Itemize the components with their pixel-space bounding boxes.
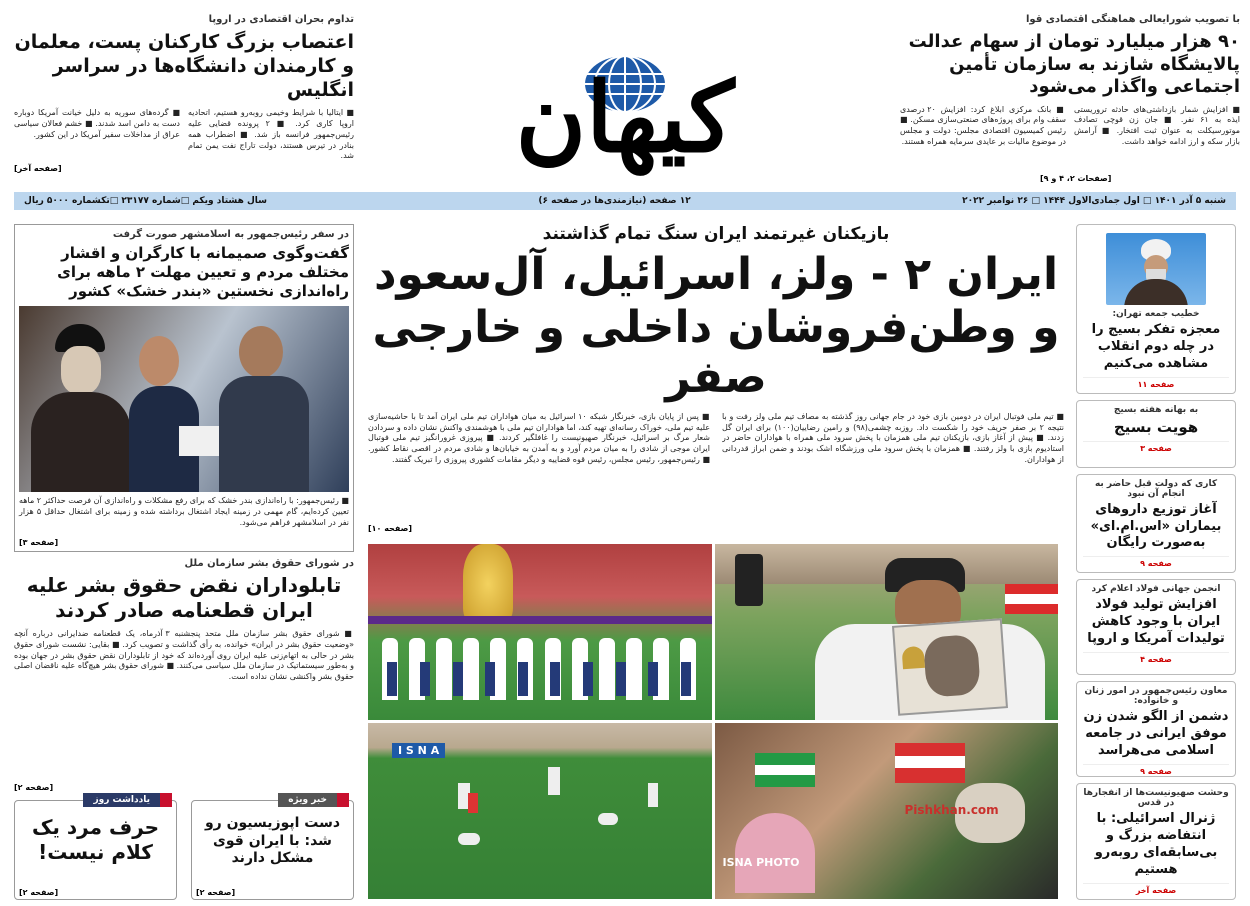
un-ref: [صفحه ۲]: [14, 783, 54, 792]
right-story-4-kicker: انجمن جهانی فولاد اعلام کرد: [1091, 584, 1221, 595]
main-story[interactable]: [368, 224, 1064, 900]
preacher-photo: [1106, 233, 1206, 305]
dateline-bar: [14, 192, 1236, 210]
dateline-date: شنبه ۵ آذر ۱۴۰۱ □ اول جمادی‌الاول ۱۴۴۴ □ ۲۶ نوامبر ۲۰۲۲: [962, 196, 1226, 206]
top-left-kicker: تداوم بحران اقتصادی در اروپا: [208, 14, 354, 25]
main-headline-line2: و وطن‌فروشان داخلی و خارجی صفر: [372, 301, 1060, 404]
right-story-6-headline: ژنرال اسرائیلی: با انتفاضه بزرگ و بی‌سابقه‌ای روبه‌رو هستیم: [1094, 811, 1218, 878]
president-headline: گفت‌وگوی صمیمانه با کارگران و اقشار مختلف مردم و تعیین مهلت ۲ ماهه برای راه‌اندازی نخستین «بندر خشک» کشور: [57, 244, 349, 300]
un-body: ■ شورای حقوق بشر سازمان ملل متحد پنجشنبه ۳ آذرماه، یک قطعنامه ضدایرانی درباره آنچه «وضعیت حقوق بشر در ایران» خوانده، به رأی گذاشت و تصویب کرد. ■ بقایی: نشست شورای حقوق بشر در حالی به اتهام‌زنی علیه ایران روی آورده‌اند که خود از تابلوداران نقض حقوق بشر در جهان بوده و به‌طور سیستماتیک در سازمان ملل سیاسی می‌کنند. ■ شورای حقوق بشر هیچ‌گاه علیه ناقضان اصلی حقوق بشر واکنشی نشان نداده است.: [14, 629, 354, 682]
memo-box[interactable]: [14, 795, 177, 900]
right-column: [1076, 224, 1236, 900]
newspaper-logo: [445, 30, 805, 180]
right-story-2-ref: صفحه ۳: [1083, 441, 1229, 453]
right-story-5-headline: دشمن از الگو شدن زن موفق ایرانی در جامعه اسلامی می‌هراسد: [1083, 709, 1229, 759]
top-right-headline: ۹۰ هزار میلیارد تومان از سهام عدالت پالایشگاه شازند به سازمان تأمین اجتماعی واگذار می‌شود: [908, 31, 1240, 97]
right-story-3-kicker: کاری که دولت قبل حاضر به انجام آن نبود: [1094, 478, 1218, 499]
right-story-3[interactable]: [1076, 474, 1236, 574]
main-kicker: بازیکنان غیرتمند ایران سنگ تمام گذاشتند: [542, 224, 890, 244]
memo-headline: حرف مرد یک کلام نیست!: [31, 815, 160, 864]
right-story-5-kicker: معاون رئیس‌جمهور در امور زنان و خانواده:: [1084, 686, 1228, 707]
president-photo: [19, 306, 349, 492]
team-lineup-photo: [368, 544, 712, 720]
right-story-2-headline: هویت بسیج: [1113, 417, 1199, 436]
fan-poster-photo: [715, 544, 1059, 720]
dateline-pages: ۱۲ صفحه (نیازمندی‌ها در صفحه ۶): [538, 196, 691, 206]
right-story-4-headline: افزایش تولید فولاد ایران با وجود کاهش تولیدات آمریکا و اروپا: [1087, 597, 1225, 647]
top-right-col2: ■ افزایش شمار بازداشتی‌های حادثه تروریستی ایذه به ۶۱ نفر. ■ جان زن قوچی تصادف موتورسیکلت به عنوان ثبت افتخار. ■ آرامش بازار سکه و ارز ادامه خواهد داشت.: [1074, 104, 1240, 146]
special-news-headline: دست اپوزیسیون رو شد: با ایران قوی مشکل دارند: [204, 815, 341, 866]
dateline-issue: سال هشتاد ویکم □شماره ۲۳۱۷۷ □تکشماره ۵۰۰۰ ریال: [24, 196, 267, 206]
right-story-1[interactable]: [1076, 224, 1236, 394]
masthead: [0, 0, 1250, 190]
un-headline: تابلوداران نقض حقوق بشر علیه ایران قطعنامه صادر کردند: [26, 573, 342, 622]
right-story-1-kicker: خطیب جمعه تهران:: [1112, 309, 1200, 319]
top-left-story[interactable]: [14, 14, 354, 173]
isna-banner: I S N A: [392, 743, 445, 758]
right-story-6-kicker: وحشت صهیونیست‌ها از انفجارها در قدس: [1083, 788, 1229, 809]
right-story-2-kicker: به بهانه هفته بسیج: [1113, 404, 1199, 415]
top-left-ref: [صفحه آخر]: [14, 164, 62, 174]
top-left-col2: ■ گرده‌های سوریه به دلیل خیانت آمریکا دوباره دست به دامن اسد شدند. ■ خشم فعالان سیاسی عراق از مداخلات سفیر آمریکا در این کشور.: [14, 108, 180, 139]
main-ref: [صفحه ۱۰]: [368, 524, 412, 533]
right-story-1-ref: صفحه ۱۱: [1083, 377, 1229, 389]
right-story-2[interactable]: [1076, 400, 1236, 468]
president-kicker: در سفر رئیس‌جمهور به اسلامشهر صورت گرفت: [112, 229, 349, 240]
right-story-3-headline: آغاز توزیع داروهای بیماران «اس.ام.ای» به‌صورت رایگان: [1090, 501, 1222, 551]
photo-grid: [368, 544, 1058, 898]
president-story[interactable]: [14, 224, 354, 552]
president-ref: [صفحه ۳]: [19, 538, 59, 547]
right-story-5[interactable]: [1076, 681, 1236, 777]
right-story-3-ref: صفحه ۹: [1083, 556, 1229, 568]
top-right-ref: [صفحات ۲، ۴ و ۹]: [1040, 174, 1112, 183]
players-prostrating-photo: [368, 723, 712, 899]
top-right-col1: ■ بانک مرکزی ابلاغ کرد: افزایش ۲۰ درصدی سقف وام برای پروژه‌های صنعتی‌سازی مسکن. ■ رئیس کمیسیون اقتصادی مجلس: دولت و مجلس در موضوع مالیات بر عایدی سرمایه همراه هستند.: [900, 104, 1066, 146]
special-news-box[interactable]: [191, 795, 354, 900]
right-story-4[interactable]: [1076, 579, 1236, 675]
right-story-4-ref: صفحه ۴: [1083, 652, 1229, 664]
top-right-kicker: با تصویب شورایعالی هماهنگی اقتصادی قوا: [1026, 14, 1240, 25]
president-body: ■ رئیس‌جمهور: با راه‌اندازی بندر خشک که برای رفع مشکلات و راه‌اندازی آن فرصت حداکثر ۲ ماهه تعیین کرده‌ایم، گام مهمی در زمینه ایجاد اشتغال برداشته شده و زمینه برای اشتغال حداقل ۵ هزار نفر در اسلامشهر فراهم می‌شود.: [19, 496, 350, 527]
main-col2: ■ پس از پایان بازی، خبرنگار شبکه ۱۰ اسرائیل به میان هواداران تیم ملی ایران آمد تا با حاشیه‌سازی علیه تیم ملی، خوراک رسانه‌ای تهیه کند، اما هواداران تیم ملی با هوشمندی واکنش نشان داده و سردادن شعار مرگ بر اسرائیل، خبرنگار صهیونیست را غافلگیر کردند. ■ پیروزی غرورانگیز تیم ملی فوتبال ایران موجی از شادی را به میان مردم آورد و به آمدن به خیابان‌ها و شادی مردم در اقصی نقاط کشور. ■ رئیس‌جمهور، رئیس مجلس، رئیس قوه قضاییه و دیگر مقامات کشوری پیروزی را تبریک گفتند.: [368, 411, 710, 464]
crowd-celebration-photo: [715, 723, 1059, 899]
special-news-tag: خبر ویژه: [278, 793, 349, 807]
right-story-6[interactable]: [1076, 783, 1236, 900]
logo-text: کیهان: [515, 61, 735, 174]
un-story[interactable]: [14, 558, 354, 794]
isna-photo-watermark: ISNA PHOTO: [722, 856, 800, 869]
right-story-6-ref: صفحه آخر: [1083, 883, 1229, 895]
main-headline-line1: ایران ۲ - ولز، اسرائیل، آل‌سعود: [373, 249, 1059, 300]
pishkhan-watermark: Pishkhan.com: [904, 803, 999, 817]
left-column: [14, 224, 354, 900]
top-left-headline: اعتصاب بزرگ کارکنان پست، معلمان و کارمندان دانشگاه‌ها در سراسر انگلیس: [14, 31, 354, 101]
special-news-ref: [صفحه ۲]: [196, 888, 236, 897]
memo-ref: [صفحه ۲]: [19, 888, 59, 897]
un-kicker: در شورای حقوق بشر سازمان ملل: [184, 558, 354, 569]
right-story-5-ref: صفحه ۹: [1083, 764, 1229, 776]
top-right-story[interactable]: [900, 14, 1240, 183]
memo-tag: یادداشت روز: [83, 793, 172, 807]
right-story-1-headline: معجزه تفکر بسیج را در چله دوم انقلاب مشاهده می‌کنیم: [1091, 322, 1221, 371]
top-left-col1: ■ ایتالیا با شرایط وخیمی روبه‌رو هستیم، اتحادیه اروپا کاری کرد. ■ ۲ پرونده قضایی علیه رئیس‌جمهور فرانسه باز شد. ■ اضطراب همه بنادر در تیرس هستند، دولت تاراج نفت یمن تمام شد.: [188, 108, 355, 161]
main-col1: ■ تیم ملی فوتبال ایران در دومین بازی خود در جام جهانی روز گذشته به مصاف تیم ملی ولز رفت و با نتیجه ۲ بر صفر حریف خود را شکست داد. روزبه چشمی(۹۸) و رامین رضاییان(۱۰۰) برای ایران گل زدند. ■ پیش از آغاز بازی، بازیکنان تیم ملی همزمان با پخش سرود ملی همراه با هواداران حاضر در استادیوم بازی با ولز رفتند. ■ همزمان با پخش سرود ملی ورزشگاه اشک بودند و ضمن ابراز قدردانی از هواداران.: [722, 411, 1064, 464]
